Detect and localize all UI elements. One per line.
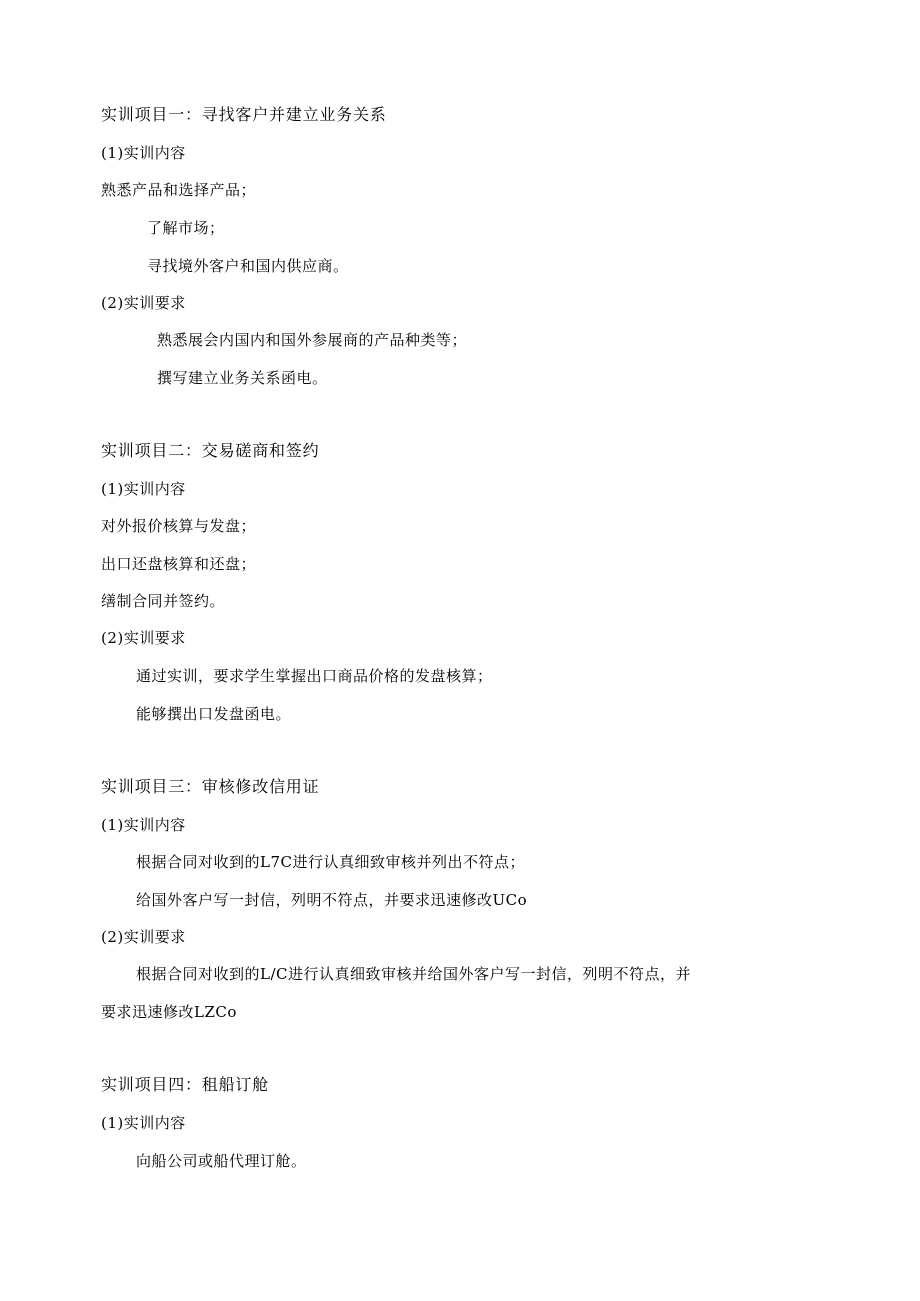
content-item: 根据合同对收到的L7C进行认真细致审核并列出不符点； [136,853,525,871]
requirement-label: (2)实训要求 [101,629,186,647]
requirement-label: (2)实训要求 [101,294,186,312]
requirement-item: 通过实训，要求学生掌握出口商品价格的发盘核算； [136,667,493,685]
content-item: 熟悉产品和选择产品； [101,181,257,199]
content-item: 出口还盘核算和还盘； [101,555,257,573]
section-heading: 实训项目二：交易磋商和签约 [101,441,320,460]
requirement-item: 要求迅速修改LZCo [101,1003,237,1021]
content-item: 给国外客户写一封信，列明不符点，并要求迅速修改UCo [136,891,528,909]
content-item: 寻找境外客户和国内供应商。 [147,257,349,275]
content-label: (1)实训内容 [101,144,186,162]
content-label: (1)实训内容 [101,480,186,498]
section-heading: 实训项目四：租船订舱 [101,1075,270,1094]
content-label: (1)实训内容 [101,816,186,834]
requirement-item: 根据合同对收到的L/C进行认真细致审核并给国外客户写一封信，列明不符点，并 [136,965,691,983]
content-item: 向船公司或船代理订舱。 [136,1152,307,1170]
requirement-item: 撰写建立业务关系函电。 [157,369,328,387]
content-item: 了解市场； [147,219,225,237]
content-label: (1)实训内容 [101,1114,186,1132]
content-item: 缮制合同并签约。 [101,592,226,610]
section-heading: 实训项目一：寻找客户并建立业务关系 [101,105,387,124]
content-item: 对外报价核算与发盘； [101,517,257,535]
requirement-item: 熟悉展会内国内和国外参展商的产品种类等； [157,331,468,349]
section-heading: 实训项目三：审核修改信用证 [101,777,320,796]
requirement-item: 能够撰出口发盘函电。 [136,705,292,723]
requirement-label: (2)实训要求 [101,928,186,946]
